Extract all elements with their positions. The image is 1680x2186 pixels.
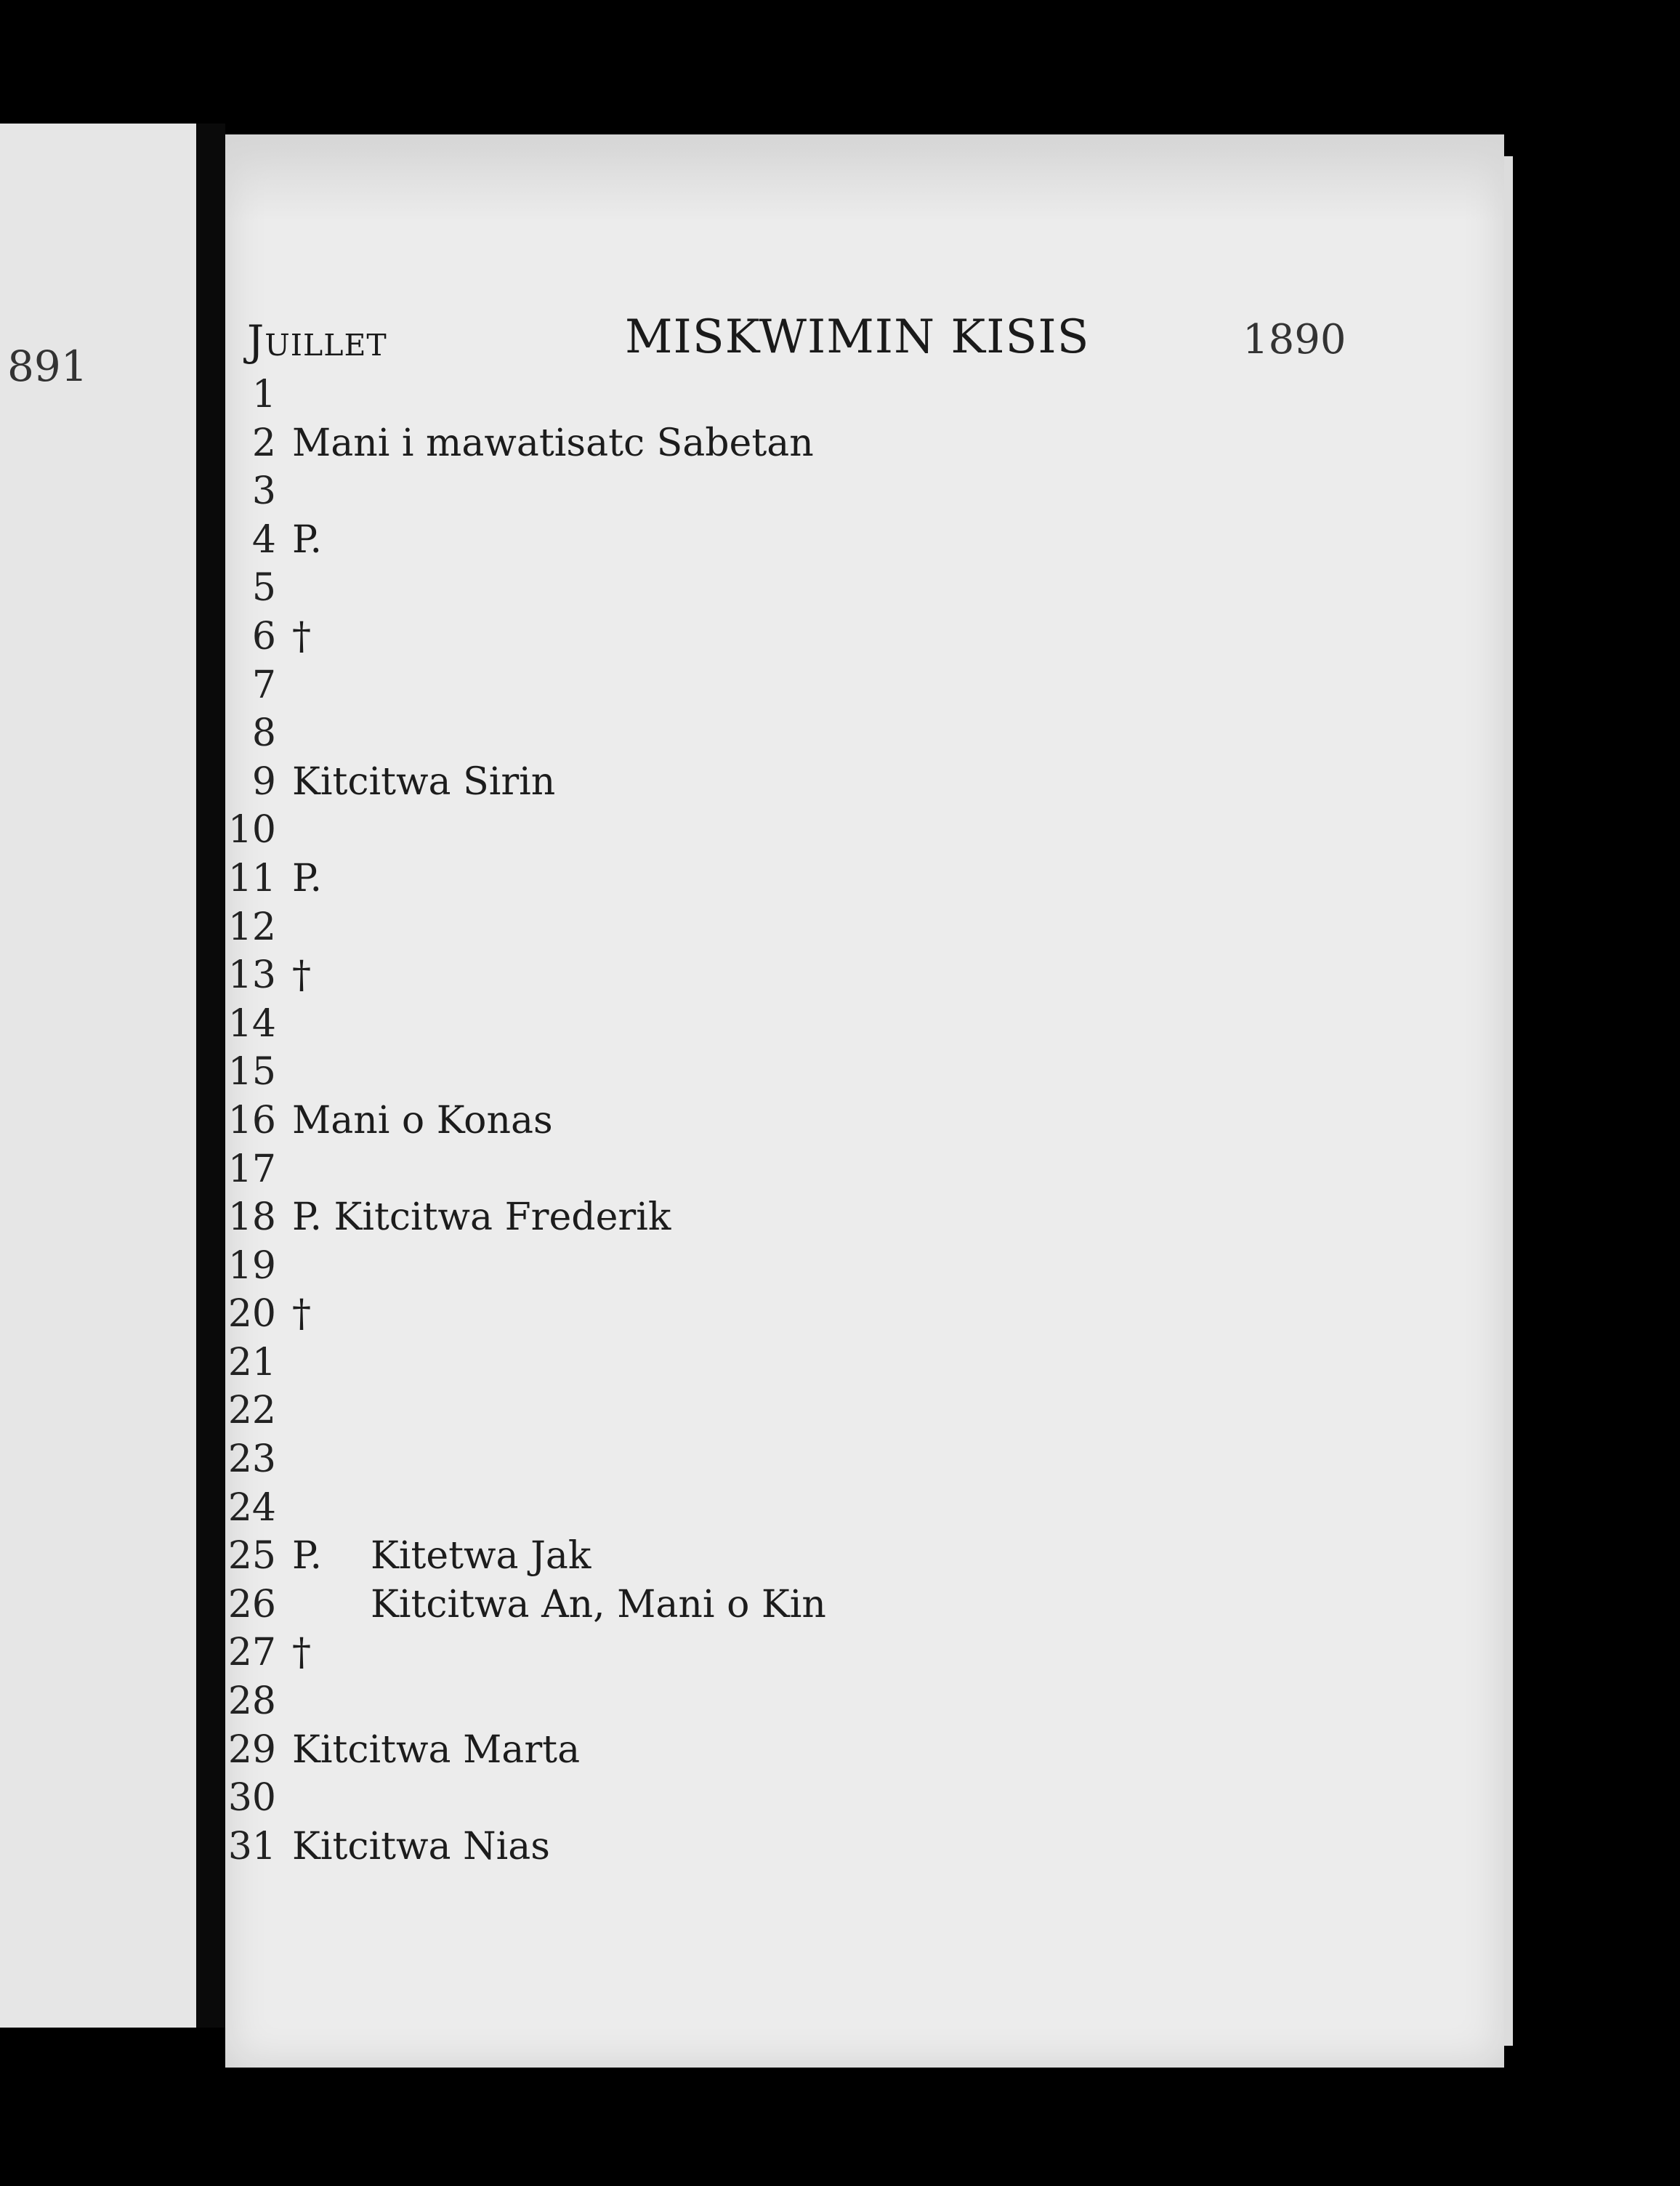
day-row	[225, 1097, 1243, 1145]
day-number: 1	[251, 373, 276, 416]
day-note: Mani i mawatisatc Sabetan	[292, 421, 814, 465]
day-row	[225, 709, 1243, 758]
day-number: 21	[227, 1340, 276, 1384]
day-note-secondary: Kitetwa Jak	[371, 1534, 591, 1578]
day-number: 16	[227, 1098, 276, 1142]
day-note: P.	[292, 517, 322, 562]
day-row	[225, 1435, 1243, 1484]
day-row	[225, 661, 1243, 710]
day-number: 11	[227, 856, 276, 900]
day-number: 19	[227, 1243, 276, 1288]
day-number: 22	[227, 1389, 276, 1433]
day-note: P. Kitcitwa Frederik	[292, 1195, 671, 1240]
day-number: 30	[227, 1776, 276, 1820]
year-label: 1890	[1243, 316, 1346, 363]
day-row	[225, 1290, 1243, 1339]
day-number: 12	[227, 905, 276, 949]
day-number: 27	[227, 1631, 276, 1675]
day-number: 6	[251, 614, 276, 658]
day-row	[225, 1774, 1243, 1823]
day-number: 13	[227, 953, 276, 998]
day-number: 25	[227, 1534, 276, 1578]
day-number: 3	[251, 469, 276, 514]
day-row	[225, 1629, 1243, 1677]
day-row	[225, 806, 1243, 855]
day-note: P.	[292, 856, 322, 900]
page-title: MISKWIMIN KISIS	[625, 310, 1090, 364]
day-row	[225, 1339, 1243, 1387]
day-number: 5	[251, 566, 276, 610]
day-note: Kitcitwa Sirin	[292, 759, 556, 804]
day-row	[225, 1048, 1243, 1097]
day-number: 14	[227, 1001, 276, 1046]
day-row	[225, 1145, 1243, 1194]
day-row	[225, 855, 1243, 903]
day-row	[225, 1387, 1243, 1435]
day-note: Kitcitwa Marta	[292, 1727, 581, 1772]
page-header	[247, 310, 1366, 374]
day-row	[225, 1823, 1243, 1871]
day-number: 20	[227, 1292, 276, 1336]
day-number: 28	[227, 1679, 276, 1724]
day-row	[225, 1726, 1243, 1775]
day-note: P.	[292, 1534, 322, 1578]
calendar-page	[225, 134, 1504, 2068]
day-number: 7	[251, 663, 276, 707]
previous-page	[0, 124, 196, 2028]
day-row	[225, 613, 1243, 661]
day-row	[225, 1193, 1243, 1242]
day-note: †	[292, 1292, 311, 1336]
day-note: †	[292, 614, 311, 658]
day-number: 15	[227, 1050, 276, 1094]
previous-page-year-fragment: 891	[7, 342, 88, 391]
day-row	[225, 467, 1243, 516]
day-number: 23	[227, 1437, 276, 1482]
day-number: 8	[251, 711, 276, 756]
day-note: †	[292, 1631, 311, 1675]
day-note-secondary: Kitcitwa An, Mani o Kin	[371, 1582, 826, 1626]
day-row	[225, 516, 1243, 565]
day-list	[225, 371, 1243, 1871]
book-spine	[196, 124, 225, 2028]
day-row	[225, 1484, 1243, 1533]
day-row	[225, 1242, 1243, 1291]
day-number: 17	[227, 1147, 276, 1191]
day-number: 9	[251, 759, 276, 804]
day-row	[225, 903, 1243, 952]
day-row	[225, 419, 1243, 468]
day-number: 31	[227, 1824, 276, 1868]
day-row	[225, 1581, 1243, 1629]
day-number: 26	[227, 1582, 276, 1626]
day-row	[225, 1677, 1243, 1726]
day-number: 10	[227, 808, 276, 852]
day-row	[225, 1000, 1243, 1049]
day-number: 29	[227, 1727, 276, 1772]
day-number: 18	[227, 1195, 276, 1240]
day-note: Kitcitwa Nias	[292, 1824, 550, 1868]
day-row	[225, 1532, 1243, 1581]
month-label: Juillet	[247, 316, 387, 366]
day-row	[225, 758, 1243, 807]
day-number: 2	[251, 421, 276, 465]
day-number: 4	[251, 517, 276, 562]
day-note: Mani o Konas	[292, 1098, 553, 1142]
day-row	[225, 371, 1243, 419]
day-number: 24	[227, 1485, 276, 1530]
day-row	[225, 564, 1243, 613]
day-row	[225, 951, 1243, 1000]
day-note: †	[292, 953, 311, 998]
